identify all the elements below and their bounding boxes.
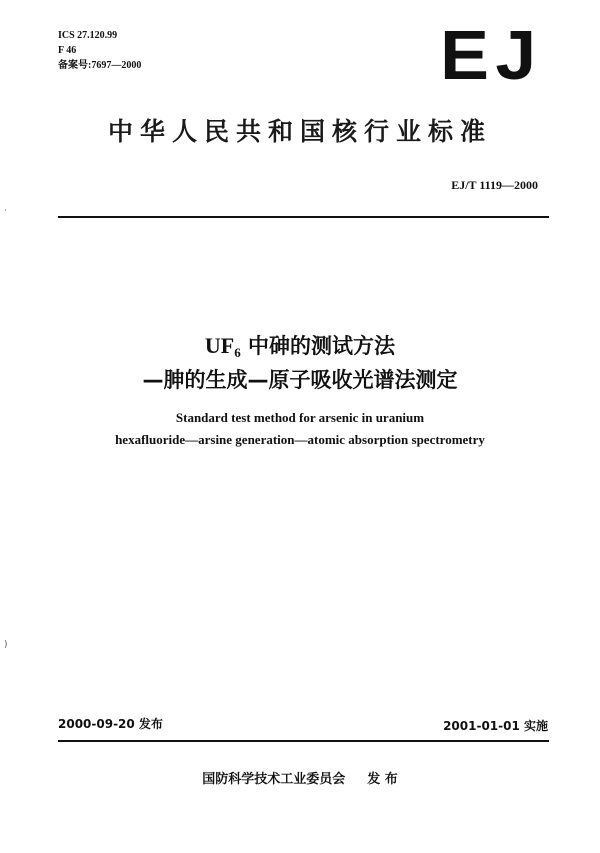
implementation-date: 2001-01-01 实施 — [443, 719, 548, 733]
issue-date: 2000-09-20 发布 — [58, 717, 163, 731]
cn-title-chem-subscript: 6 — [234, 345, 241, 360]
en-title-line-1: Standard test method for arsenic in uranium — [175, 410, 425, 425]
cn-title-line-1-rest: 中砷的测试方法 — [240, 334, 396, 358]
cn-title-chem-prefix: UF — [204, 333, 235, 358]
scan-mark-bottom: ) — [4, 640, 8, 650]
cn-title-line-2: —胂的生成—原子吸收光谱法测定 — [142, 368, 458, 392]
scan-mark-top: · — [4, 206, 7, 216]
footer-divider — [58, 740, 549, 742]
classification-code: F 46 — [58, 45, 77, 56]
publisher-action: 发 布 — [367, 772, 398, 787]
publisher-name: 国防科学技术工业委员会 — [202, 772, 346, 787]
document-meta — [58, 28, 141, 73]
cn-title-line-1 — [0, 330, 600, 361]
standard-code: EJ/T 1119—2000 — [451, 178, 538, 192]
header-divider — [58, 216, 549, 218]
national-standard-title: 中华人民共和国核行业标准 — [107, 117, 492, 146]
publisher-line — [0, 768, 600, 787]
ej-logo-mark: EJ — [440, 16, 543, 94]
record-number: 备案号:7697—2000 — [58, 60, 142, 71]
ics-code: ICS 27.120.99 — [58, 30, 118, 41]
en-title-line-2: hexafluoride—arsine generation—atomic absorption spectrometry — [115, 432, 485, 447]
